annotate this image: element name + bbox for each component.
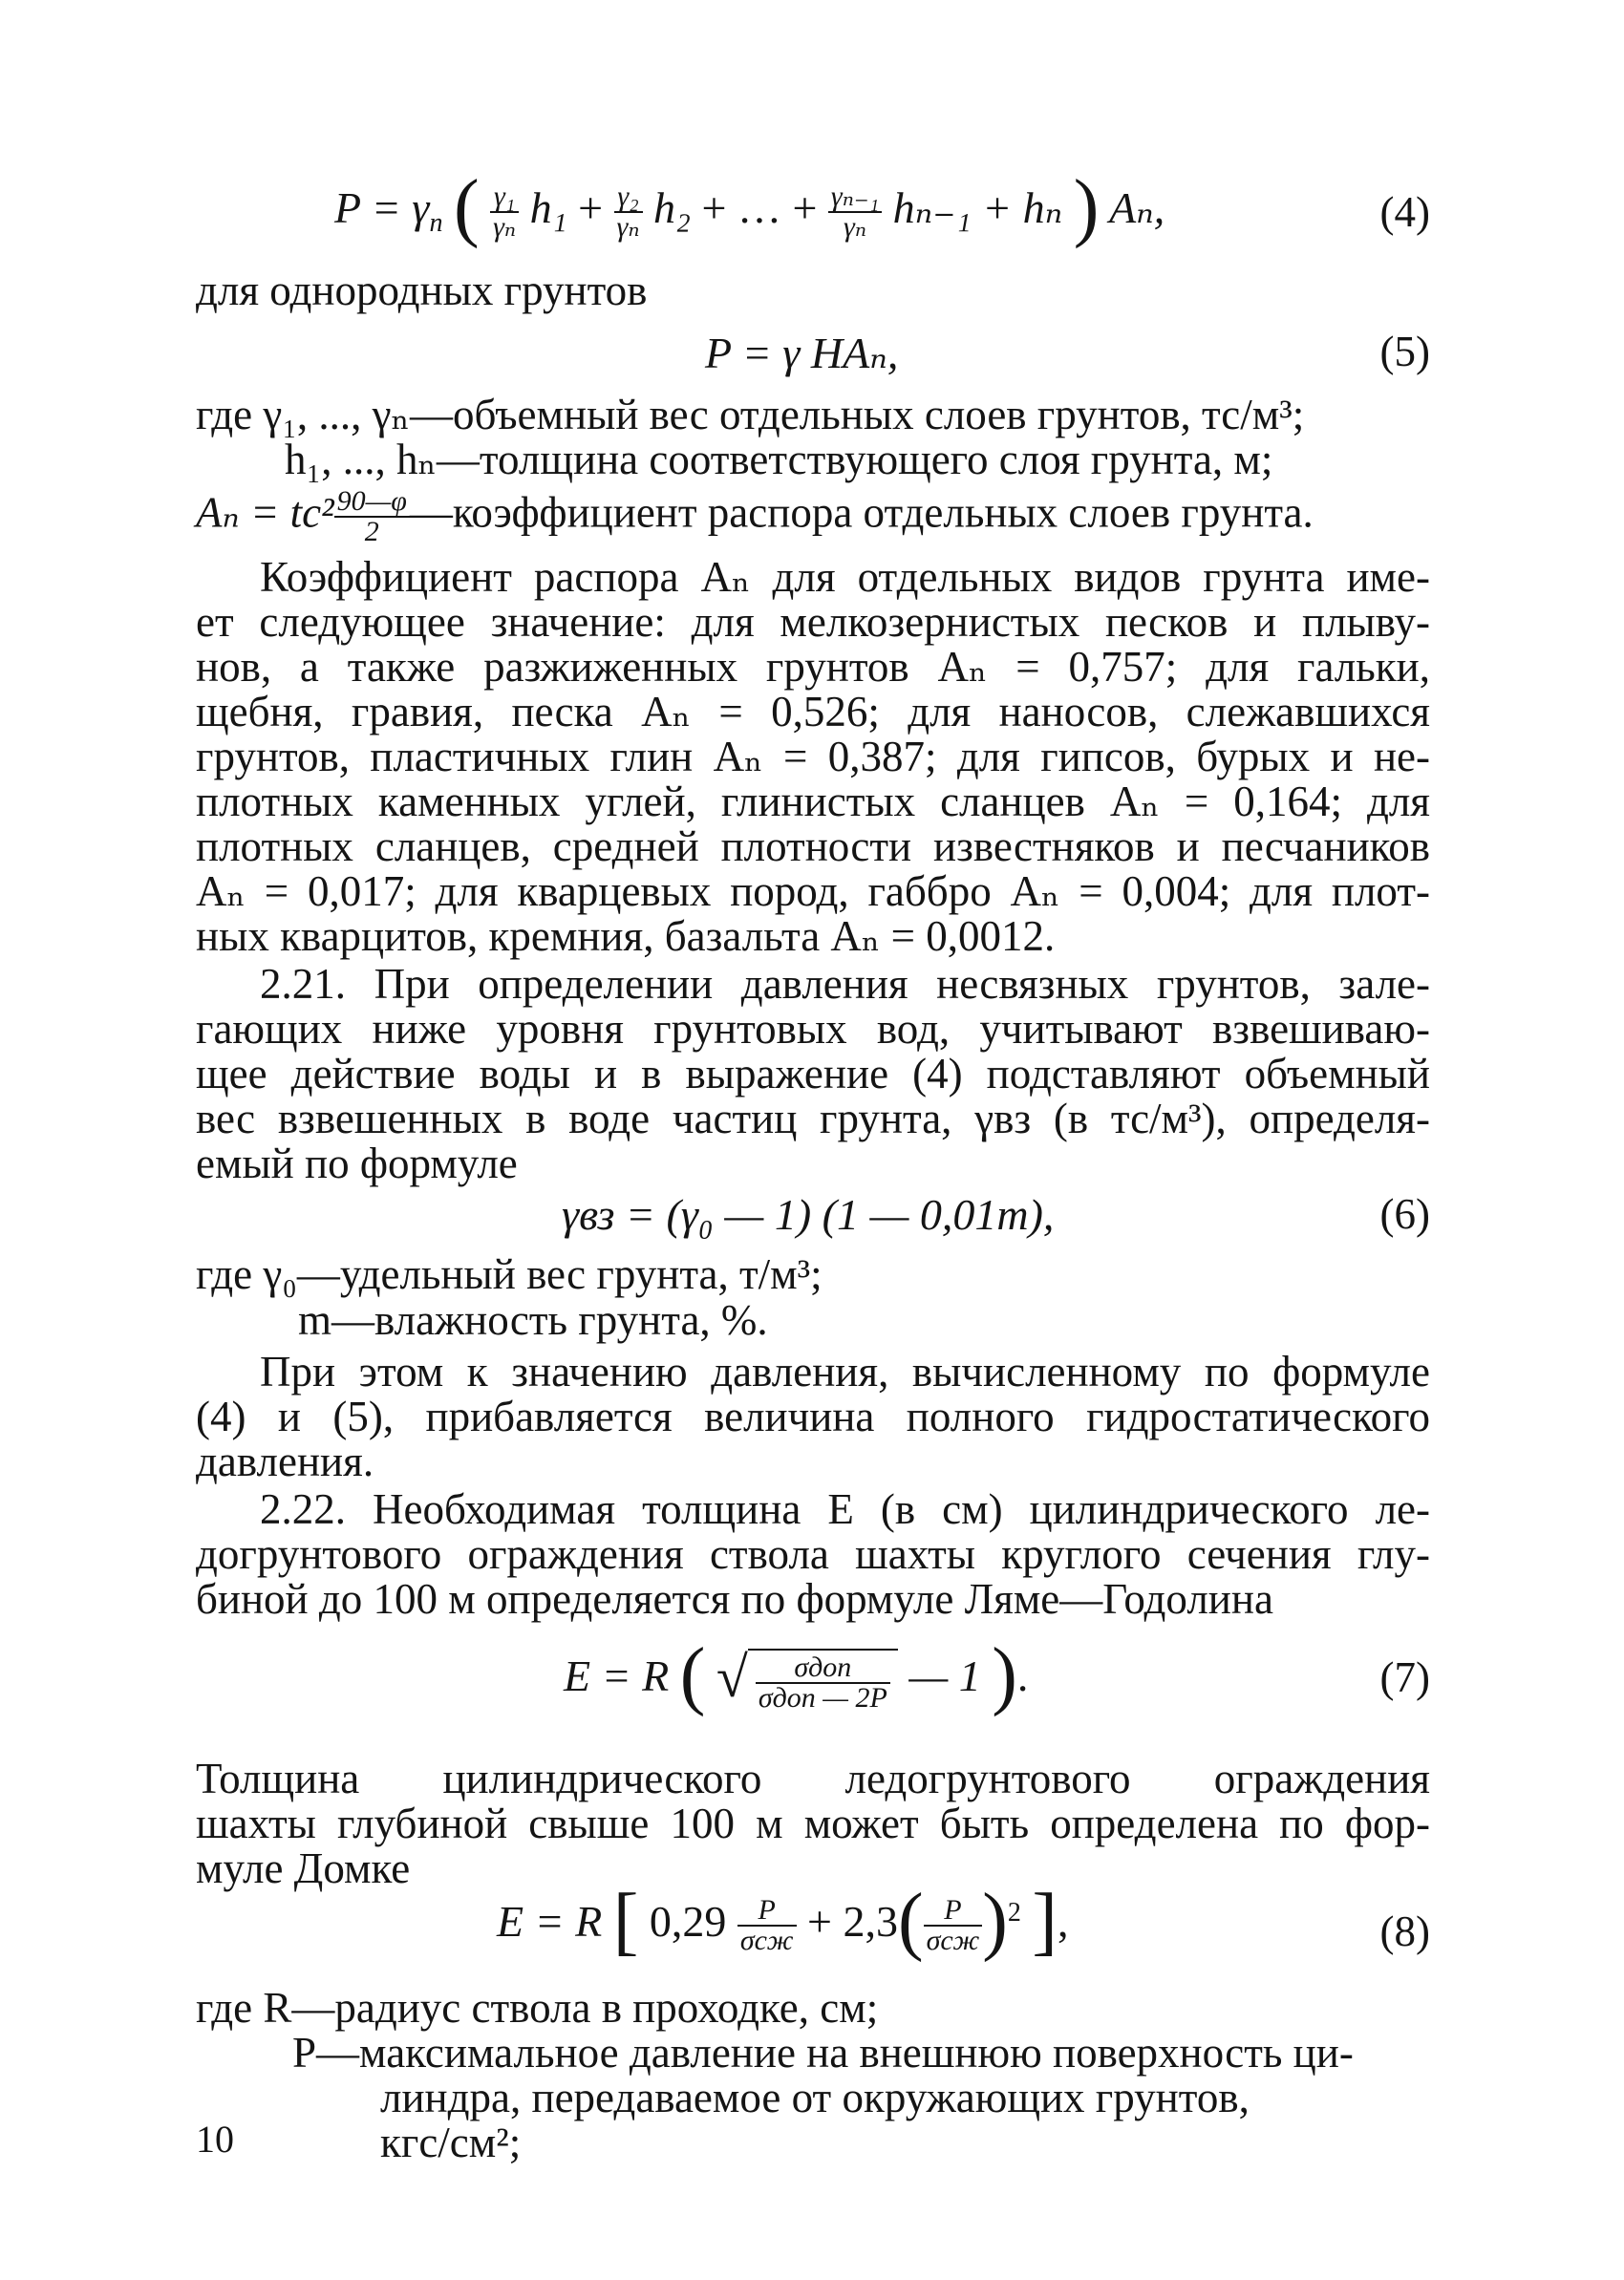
fraction-gamma1: $\frac{\text{γ₁}}{\text{γₙ}}$ bbox=[490, 182, 519, 242]
paragraph-line: Коэффициент распора Aₙ для отдельных видов грунта име- bbox=[260, 553, 1430, 601]
equation-6: γвз = (γ₀ — 1) (1 — 0,01m), bbox=[562, 1190, 1055, 1239]
text-line: для однородных грунтов bbox=[196, 266, 648, 314]
paragraph-line: щебня, гравия, песка Aₙ = 0,526; для наносов, слежавшихся bbox=[196, 688, 1430, 735]
equation-number-4: (4) bbox=[1379, 188, 1430, 236]
definition-line: m—влажность грунта, %. bbox=[298, 1296, 768, 1344]
paragraph-line: щее действие воды и в выражение (4) подставляют объемный bbox=[196, 1050, 1430, 1097]
definition-line: h₁, ..., hₙ—толщина соответствующего слоя грунта, м; bbox=[285, 436, 1273, 483]
equation-5: P = γ HAₙ, bbox=[705, 329, 899, 377]
paragraph-line: догрунтового ограждения ствола шахты круглого сечения глу- bbox=[196, 1530, 1430, 1578]
definition-line: кгс/см²; bbox=[380, 2119, 522, 2166]
definition-line: где γ₁, ..., γₙ—объемный вес отдельных слоев грунтов, тс/м³; bbox=[196, 391, 1305, 438]
equation-number-6: (6) bbox=[1379, 1190, 1430, 1238]
paragraph-line: 2.22. Необходимая толщина E (в см) цилиндрического ле- bbox=[260, 1485, 1430, 1533]
paragraph-line: вес взвешенных в воде частиц грунта, γвз (в тс/м³), определя- bbox=[196, 1095, 1430, 1142]
paragraph-line: шахты глубиной свыше 100 м может быть определена по фор- bbox=[196, 1800, 1430, 1847]
fraction-gamma2: $\frac{\text{γ₂}}{\text{γₙ}}$ bbox=[614, 182, 643, 242]
square-root bbox=[748, 1649, 898, 1712]
paragraph-line: плотных сланцев, средней плотности известняков и песчаников bbox=[196, 822, 1430, 870]
paragraph-line: (4) и (5), прибавляется величина полного гидростатического bbox=[196, 1393, 1430, 1440]
paragraph-line: Толщина цилиндрического ледогрунтового ограждения bbox=[196, 1755, 1430, 1802]
definition-line: где γ₀—удельный вес грунта, т/м³; bbox=[196, 1250, 823, 1298]
paragraph-line: плотных каменных углей, глинистых сланцев Aₙ = 0,164; для bbox=[196, 778, 1430, 825]
paragraph-line: 2.21. При определении давления несвязных грунтов, зале- bbox=[260, 960, 1430, 1008]
paragraph-line: При этом к значению давления, вычисленному по формуле bbox=[260, 1348, 1430, 1396]
paragraph-line: гающих ниже уровня грунтовых вод, учитывают взвешиваю- bbox=[196, 1005, 1430, 1053]
equation-4: $P = \gamma_n$ ( $\frac{\text{γ₁}}{\text{γₙ}}$ h₁ + $\frac{\text{γ₂}}{\text{γₙ}}$ h₂ + … + $\frac{\text{γₙ₋₁}}{\text{γₙ}}$ hₙ₋₁ + hₙ ) Aₙ, bbox=[334, 165, 1165, 249]
paragraph-line: Aₙ = 0,017; для кварцевых пород, габбро Aₙ = 0,004; для плот- bbox=[196, 867, 1430, 915]
equation-number-5: (5) bbox=[1379, 328, 1430, 375]
paragraph-line: биной до 100 м определяется по формуле Ляме—Годолина bbox=[196, 1575, 1273, 1623]
fraction-sigma: $\frac{\text{σдоп}}{\text{σдоп — 2P}}$ bbox=[756, 1653, 890, 1713]
equation-7: E = R ( √ $\frac{\text{σдоп}}{\text{σдоп — 2P}}$ — 1 ). bbox=[564, 1633, 1029, 1717]
page-number: 10 bbox=[196, 2118, 234, 2161]
definition-line: линдра, передаваемое от окружающих грунтов, bbox=[380, 2074, 1250, 2121]
definition-line: P—максимальное давление на внешнюю поверхность ци- bbox=[292, 2029, 1354, 2077]
paragraph-line: давления. bbox=[196, 1438, 374, 1485]
equation-8: E = R [ 0,29 $\frac{P}{\text{σсж}}$ + 2,3( $\frac{P}{\text{σсж}}$ )$^2$ ], bbox=[497, 1879, 1069, 1963]
paragraph-line: ных кварцитов, кремния, базальта Aₙ = 0,0012. bbox=[196, 912, 1056, 960]
paragraph-line: нов, а также разжиженных грунтов Aₙ = 0,757; для гальки, bbox=[196, 643, 1430, 691]
paragraph-line: емый по формуле bbox=[196, 1140, 518, 1187]
paragraph-line: муле Домке bbox=[196, 1844, 411, 1892]
fraction-p-sigma: $\frac{P}{\text{σсж}}$ bbox=[737, 1896, 797, 1955]
fraction-angle: $\frac{90—\varphi}{2}$ bbox=[334, 487, 410, 546]
fraction-gamma-n-1: $\frac{\text{γₙ₋₁}}{\text{γₙ}}$ bbox=[828, 182, 882, 242]
paragraph-line: грунтов, пластичных глин Aₙ = 0,387; для гипсов, бурых и не- bbox=[196, 733, 1430, 780]
definition-line: где R—радиус ствола в проходке, см; bbox=[196, 1984, 879, 2032]
equation-number-8: (8) bbox=[1379, 1907, 1430, 1955]
equation-number-7: (7) bbox=[1379, 1653, 1430, 1701]
definition-line: Aₙ = tc² $\frac{90—\varphi}{2}$ —коэффициент распора отдельных слоев грунта. bbox=[196, 485, 1314, 547]
paragraph-line: ет следующее значение: для мелкозернистых песков и плыву- bbox=[196, 598, 1430, 646]
fraction-p-sigma-squared: $\frac{P}{\text{σсж}}$ bbox=[924, 1896, 983, 1955]
